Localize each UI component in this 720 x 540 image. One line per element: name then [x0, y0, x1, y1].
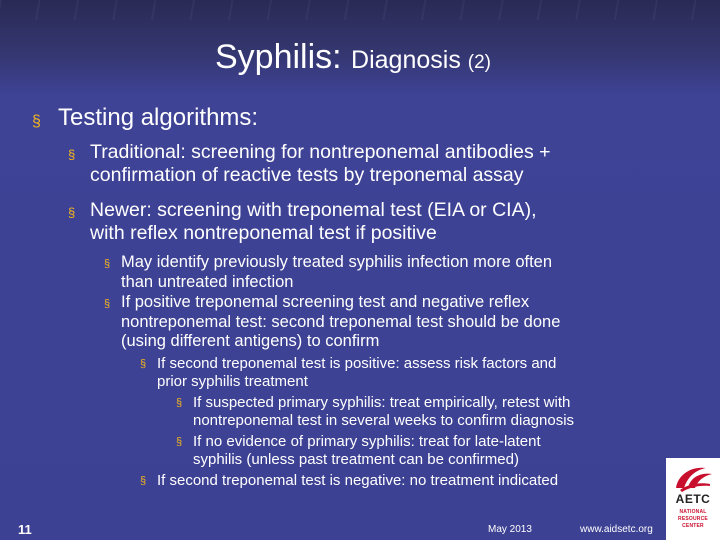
aetc-swoosh-icon: [666, 460, 720, 494]
logo-wordmark: AETC: [675, 492, 711, 506]
bullet-text: May identify previously treated syphilis infection more often: [121, 253, 553, 271]
bullet-text: If no evidence of primary syphilis: treat for late-latent: [193, 433, 541, 450]
bullet-icon: §: [176, 397, 183, 409]
bullet-item: [104, 293, 561, 352]
bullet-item: [176, 394, 575, 429]
bullet-icon: §: [68, 147, 76, 162]
bullet-text: nontreponemal test in several weeks to confirm diagnosis: [193, 411, 575, 429]
bullet-text: Testing algorithms:: [58, 104, 259, 131]
title-part-3: (2): [467, 52, 492, 73]
bullet-text: Traditional: screening for nontreponemal antibodies +: [90, 141, 551, 163]
bullet-item: [104, 253, 553, 292]
title-texture: [0, 0, 720, 20]
aetc-logo: [666, 458, 720, 540]
bullet-icon: §: [32, 113, 41, 130]
logo-subline: RESOURCE: [678, 516, 708, 522]
bullet-text: Newer: screening with treponemal test (EIA or CIA),: [90, 199, 537, 221]
footer-date: May 2013: [488, 524, 532, 535]
slide-title: [0, 38, 706, 77]
bullet-icon: §: [140, 475, 147, 487]
bullet-text: If second treponemal test is negative: no treatment indicated: [157, 472, 559, 489]
bullet-text: than untreated infection: [121, 272, 294, 291]
slide-number: 11: [18, 522, 32, 537]
bullet-text: (using different antigens) to confirm: [121, 332, 380, 350]
bullet-text: If positive treponemal screening test and negative reflex: [121, 293, 530, 311]
title-part-1: Syphilis:: [214, 38, 352, 76]
bullet-item: [140, 355, 557, 390]
bullet-text: If suspected primary syphilis: treat empirically, retest with: [193, 394, 571, 411]
bullet-icon: §: [176, 436, 183, 448]
bullet-icon: §: [104, 258, 111, 270]
footer-url: www.aidsetc.org: [580, 524, 653, 535]
logo-subline: CENTER: [682, 523, 704, 529]
bullet-text: prior syphilis treatment: [157, 372, 308, 390]
bullet-text: confirmation of reactive tests by treponemal assay: [90, 164, 524, 186]
bullet-item: [176, 433, 541, 468]
title-part-2: Diagnosis: [351, 46, 468, 74]
bullet-icon: §: [104, 298, 111, 310]
bullet-icon: §: [68, 205, 76, 220]
bullet-item: [68, 141, 551, 187]
bullet-item: [68, 199, 537, 245]
bullet-item: [140, 472, 559, 490]
bullet-text: with reflex nontreponemal test if positive: [90, 222, 437, 244]
bullet-icon: §: [140, 358, 147, 370]
bullet-text: nontreponemal test: second treponemal test should be done: [121, 312, 561, 331]
bullet-text: If second treponemal test is positive: assess risk factors and: [157, 355, 557, 372]
bullet-text: syphilis (unless past treatment can be confirmed): [193, 450, 519, 468]
bullet-item: [32, 104, 259, 132]
logo-subline: NATIONAL: [679, 509, 707, 515]
